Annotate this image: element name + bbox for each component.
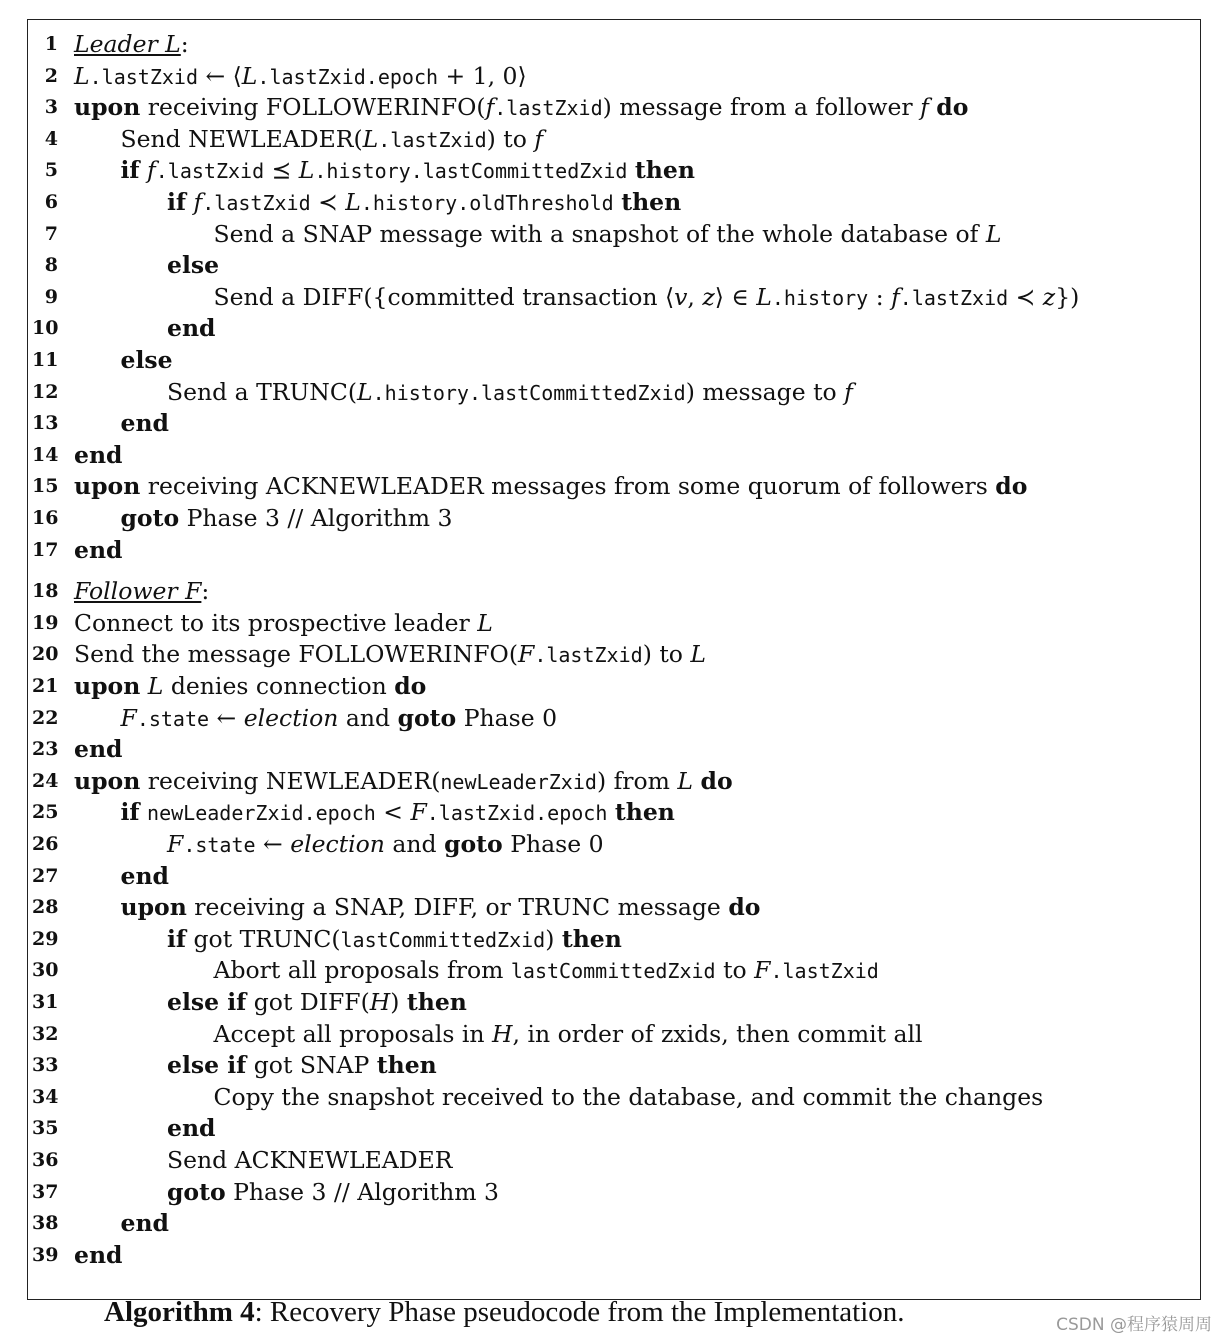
code-token: .history.lastCommittedZxid bbox=[372, 380, 686, 405]
line-code bbox=[167, 828, 604, 861]
keyword: end bbox=[167, 314, 216, 343]
keyword: end bbox=[167, 1114, 216, 1143]
plain-text: got DIFF( bbox=[246, 988, 370, 1016]
line-number: 18 bbox=[32, 580, 59, 603]
line-number: 22 bbox=[32, 706, 59, 729]
line-code bbox=[167, 249, 219, 281]
keyword: else bbox=[120, 346, 173, 374]
line-number: 35 bbox=[32, 1117, 59, 1140]
keyword: else bbox=[167, 251, 220, 280]
keyword: upon bbox=[74, 472, 141, 501]
code-token: newLeaderZxid bbox=[440, 769, 597, 794]
math-var: F bbox=[167, 830, 184, 858]
line-code bbox=[121, 344, 173, 376]
keyword: end bbox=[74, 735, 123, 764]
math-var: v bbox=[674, 282, 688, 311]
math-var: L bbox=[357, 377, 373, 406]
math-var: f bbox=[485, 93, 495, 122]
line-number: 28 bbox=[32, 896, 59, 919]
keyword: end bbox=[74, 1240, 123, 1269]
plain-text: Phase 3 // Algorithm 3 bbox=[179, 504, 453, 532]
math-var: L bbox=[477, 608, 493, 637]
keyword: if bbox=[120, 156, 140, 185]
plain-text: Send NEWLEADER( bbox=[120, 124, 363, 153]
plain-text: receiving FOLLOWERINFO( bbox=[140, 93, 486, 122]
line-code bbox=[74, 28, 189, 60]
line-code bbox=[214, 281, 1080, 314]
code-token: .lastZxid bbox=[89, 64, 198, 89]
line-code bbox=[121, 407, 169, 439]
line-number: 31 bbox=[32, 991, 59, 1013]
keyword: do bbox=[728, 893, 761, 922]
line-number: 5 bbox=[44, 159, 58, 182]
keyword: if bbox=[167, 188, 187, 216]
math-var: election bbox=[243, 703, 339, 732]
line-code bbox=[74, 470, 1027, 502]
plain-text: ≺ bbox=[310, 188, 346, 216]
line-number: 13 bbox=[32, 412, 59, 435]
line-number: 11 bbox=[32, 349, 59, 371]
code-token: .lastZxid bbox=[899, 285, 1009, 310]
keyword: end bbox=[74, 440, 123, 469]
math-var: f bbox=[844, 377, 853, 406]
line-number: 16 bbox=[32, 507, 59, 529]
plain-text: and bbox=[384, 830, 445, 858]
math-var: L bbox=[690, 640, 706, 669]
math-var: L bbox=[756, 282, 772, 311]
plain-text: : bbox=[201, 577, 210, 606]
math-var: F bbox=[518, 640, 535, 669]
line-code bbox=[167, 1144, 452, 1176]
line-number: 36 bbox=[32, 1149, 59, 1171]
plain-text: Accept all proposals in bbox=[213, 1019, 493, 1048]
plain-text: Send a TRUNC( bbox=[167, 377, 358, 406]
line-code bbox=[121, 796, 675, 829]
plain-text: got SNAP bbox=[246, 1051, 377, 1080]
line-number: 33 bbox=[32, 1054, 59, 1077]
caption-label: Algorithm 4 bbox=[104, 1296, 255, 1328]
algorithm-box bbox=[27, 19, 1201, 1300]
plain-text bbox=[627, 156, 634, 184]
plain-text bbox=[186, 188, 193, 216]
line-code bbox=[121, 1207, 169, 1239]
keyword: upon bbox=[74, 93, 141, 122]
algorithm-caption bbox=[104, 1296, 905, 1329]
plain-text: ) bbox=[545, 924, 562, 953]
plain-text: ⟩ ∈ bbox=[714, 282, 757, 311]
math-var: L bbox=[74, 61, 90, 90]
line-number: 19 bbox=[32, 611, 59, 634]
plain-text: Connect to its prospective leader bbox=[74, 608, 478, 637]
line-number: 30 bbox=[32, 959, 59, 982]
keyword: end bbox=[120, 861, 169, 890]
math-var: f bbox=[193, 188, 203, 216]
math-var: L bbox=[298, 156, 315, 185]
plain-text: , in order of zxids, then commit all bbox=[512, 1019, 923, 1048]
line-code bbox=[74, 575, 209, 607]
math-var: H bbox=[492, 1019, 513, 1048]
line-code bbox=[74, 670, 426, 702]
code-token: .history.oldThreshold bbox=[360, 191, 614, 215]
plain-text: ) message to bbox=[685, 377, 845, 406]
line-number: 21 bbox=[32, 675, 59, 697]
math-var: f bbox=[534, 124, 544, 153]
keyword: if bbox=[167, 924, 187, 953]
math-var: z bbox=[1042, 282, 1056, 311]
plain-text: ) to bbox=[642, 640, 691, 669]
plain-text bbox=[140, 156, 147, 184]
plain-text: ⪯ bbox=[264, 156, 299, 185]
code-token: .history.lastCommittedZxid bbox=[314, 159, 628, 184]
line-code bbox=[214, 218, 1002, 250]
role-heading: Follower F bbox=[74, 577, 202, 606]
line-code bbox=[121, 860, 169, 892]
keyword: upon bbox=[74, 672, 141, 700]
code-token: .lastZxid bbox=[202, 191, 311, 215]
line-number: 9 bbox=[44, 285, 58, 308]
math-var: F bbox=[754, 956, 771, 985]
keyword: if bbox=[120, 798, 140, 827]
line-number: 38 bbox=[32, 1212, 59, 1235]
line-number: 26 bbox=[32, 833, 59, 855]
keyword: goto bbox=[120, 504, 180, 532]
code-token: .state bbox=[136, 706, 210, 731]
line-number: 23 bbox=[32, 738, 59, 761]
line-number: 20 bbox=[32, 643, 59, 666]
math-var: f bbox=[920, 93, 929, 122]
math-var: f bbox=[891, 282, 900, 311]
line-code bbox=[121, 891, 761, 923]
math-var: z bbox=[702, 282, 715, 311]
keyword: else if bbox=[167, 988, 247, 1016]
plain-text: and bbox=[338, 703, 398, 732]
code-token: .lastZxid bbox=[155, 159, 265, 184]
line-code bbox=[167, 1049, 437, 1081]
line-code bbox=[214, 954, 879, 987]
line-code bbox=[167, 1176, 499, 1208]
plain-text: Phase 3 // Algorithm 3 bbox=[225, 1177, 499, 1206]
plain-text: receiving NEWLEADER( bbox=[140, 766, 441, 795]
line-number: 29 bbox=[32, 927, 59, 950]
line-code bbox=[167, 986, 467, 1018]
code-token: .lastZxid bbox=[494, 96, 603, 121]
plain-text: : bbox=[180, 30, 189, 58]
plain-text: ) to bbox=[486, 124, 535, 153]
line-code bbox=[74, 91, 968, 124]
math-var: H bbox=[369, 988, 391, 1016]
line-code bbox=[121, 123, 544, 156]
keyword: upon bbox=[120, 893, 187, 922]
keyword: then bbox=[634, 156, 695, 185]
line-number: 1 bbox=[44, 33, 58, 55]
plain-text: ) bbox=[390, 988, 407, 1016]
caption-text: : Recovery Phase pseudocode from the Implementation. bbox=[254, 1296, 905, 1328]
code-token: .lastZxid bbox=[770, 959, 879, 984]
line-code bbox=[167, 1112, 215, 1144]
math-var: L bbox=[147, 672, 164, 700]
line-number: 24 bbox=[32, 769, 59, 792]
line-code bbox=[214, 1018, 923, 1050]
plain-text: Abort all proposals from bbox=[213, 956, 511, 985]
plain-text: ) from bbox=[596, 766, 678, 795]
line-number: 39 bbox=[32, 1243, 59, 1266]
plain-text: receiving ACKNEWLEADER messages from some quorum of followers bbox=[140, 472, 996, 501]
code-token: .lastZxid.epoch bbox=[257, 64, 439, 89]
line-code bbox=[167, 186, 681, 219]
line-code bbox=[74, 733, 122, 765]
line-number: 32 bbox=[32, 1022, 59, 1045]
role-heading: Leader L bbox=[74, 30, 181, 58]
math-var: L bbox=[985, 219, 1002, 248]
line-number: 37 bbox=[32, 1180, 59, 1203]
keyword: then bbox=[614, 798, 675, 827]
line-code bbox=[121, 502, 453, 534]
plain-text: Send a DIFF({committed transaction ⟨ bbox=[213, 282, 675, 311]
plain-text: , bbox=[687, 282, 703, 311]
keyword: goto bbox=[444, 830, 503, 858]
plain-text: ← ⟨ bbox=[197, 61, 242, 90]
line-code bbox=[121, 154, 695, 187]
plain-text: ≺ bbox=[1008, 282, 1043, 311]
plain-text: : bbox=[868, 282, 892, 311]
plain-text bbox=[693, 767, 700, 795]
keyword: then bbox=[376, 1051, 437, 1080]
math-var: L bbox=[241, 61, 258, 90]
code-token: .lastZxid bbox=[534, 643, 643, 668]
code-token: lastCommittedZxid bbox=[510, 959, 716, 984]
plain-text: }) bbox=[1055, 282, 1080, 311]
line-code bbox=[121, 702, 558, 735]
line-code bbox=[214, 1081, 1044, 1113]
plain-text: < bbox=[375, 798, 411, 827]
code-token: .lastZxid.epoch bbox=[426, 801, 608, 826]
line-number: 34 bbox=[32, 1085, 59, 1108]
keyword: do bbox=[936, 93, 969, 122]
line-code bbox=[74, 638, 706, 671]
code-token: .history bbox=[771, 285, 869, 310]
keyword: end bbox=[120, 409, 169, 438]
line-code bbox=[74, 765, 733, 798]
line-number: 2 bbox=[44, 64, 58, 87]
line-code bbox=[167, 312, 215, 344]
keyword: end bbox=[120, 1209, 169, 1238]
math-var: L bbox=[677, 766, 694, 795]
keyword: do bbox=[995, 472, 1028, 501]
line-number: 6 bbox=[44, 191, 58, 213]
plain-text: ) message from a follower bbox=[602, 93, 921, 122]
keyword: upon bbox=[74, 766, 141, 795]
plain-text: denies connection bbox=[163, 672, 395, 700]
keyword: then bbox=[406, 988, 467, 1016]
plain-text: Copy the snapshot received to the database, and commit the changes bbox=[213, 1082, 1044, 1111]
code-token: lastCommittedZxid bbox=[340, 927, 546, 952]
line-number: 8 bbox=[44, 254, 58, 277]
keyword: do bbox=[394, 672, 427, 700]
line-code bbox=[167, 923, 622, 956]
csdn-watermark: CSDN @程序猿周周 bbox=[1056, 1315, 1212, 1335]
plain-text: Phase 0 bbox=[456, 703, 558, 732]
line-code bbox=[74, 439, 122, 471]
line-code bbox=[167, 376, 853, 409]
keyword: end bbox=[74, 535, 123, 564]
plain-text bbox=[140, 798, 147, 826]
plain-text: ← bbox=[255, 830, 291, 858]
math-var: L bbox=[362, 124, 379, 153]
line-number: 27 bbox=[32, 864, 59, 887]
plain-text: to bbox=[715, 956, 755, 985]
plain-text bbox=[607, 798, 614, 826]
plain-text: + 1, 0⟩ bbox=[438, 61, 527, 90]
line-code bbox=[74, 607, 493, 639]
plain-text: receiving a SNAP, DIFF, or TRUNC message bbox=[186, 893, 729, 922]
math-var: election bbox=[290, 830, 385, 858]
keyword: else if bbox=[167, 1051, 247, 1080]
plain-text: Phase 0 bbox=[502, 830, 604, 858]
keyword: then bbox=[561, 924, 622, 953]
math-var: L bbox=[345, 188, 361, 216]
line-number: 4 bbox=[44, 127, 58, 150]
plain-text: ← bbox=[209, 703, 244, 732]
code-token: .lastZxid bbox=[378, 127, 487, 152]
math-var: f bbox=[147, 156, 156, 185]
plain-text: Send the message FOLLOWERINFO( bbox=[74, 640, 518, 669]
line-number: 15 bbox=[32, 475, 59, 498]
line-number: 12 bbox=[32, 380, 59, 403]
plain-text: Send a SNAP message with a snapshot of the whole database of bbox=[213, 219, 986, 248]
line-number: 7 bbox=[44, 222, 58, 245]
math-var: F bbox=[120, 703, 137, 732]
line-number: 10 bbox=[32, 317, 59, 340]
plain-text bbox=[140, 672, 147, 700]
plain-text: got TRUNC( bbox=[186, 924, 341, 953]
code-token: .state bbox=[183, 833, 256, 857]
keyword: then bbox=[621, 188, 682, 216]
line-number: 14 bbox=[32, 443, 59, 466]
line-number: 3 bbox=[44, 96, 58, 119]
keyword: goto bbox=[167, 1177, 226, 1206]
keyword: do bbox=[700, 766, 733, 795]
line-code bbox=[74, 60, 527, 93]
line-number: 25 bbox=[32, 801, 59, 824]
keyword: goto bbox=[397, 703, 457, 732]
plain-text: Send ACKNEWLEADER bbox=[167, 1146, 453, 1174]
code-token: newLeaderZxid.epoch bbox=[147, 801, 376, 826]
line-code bbox=[74, 534, 122, 566]
math-var: F bbox=[410, 798, 427, 827]
line-code bbox=[74, 1239, 122, 1271]
line-number: 17 bbox=[32, 538, 59, 561]
